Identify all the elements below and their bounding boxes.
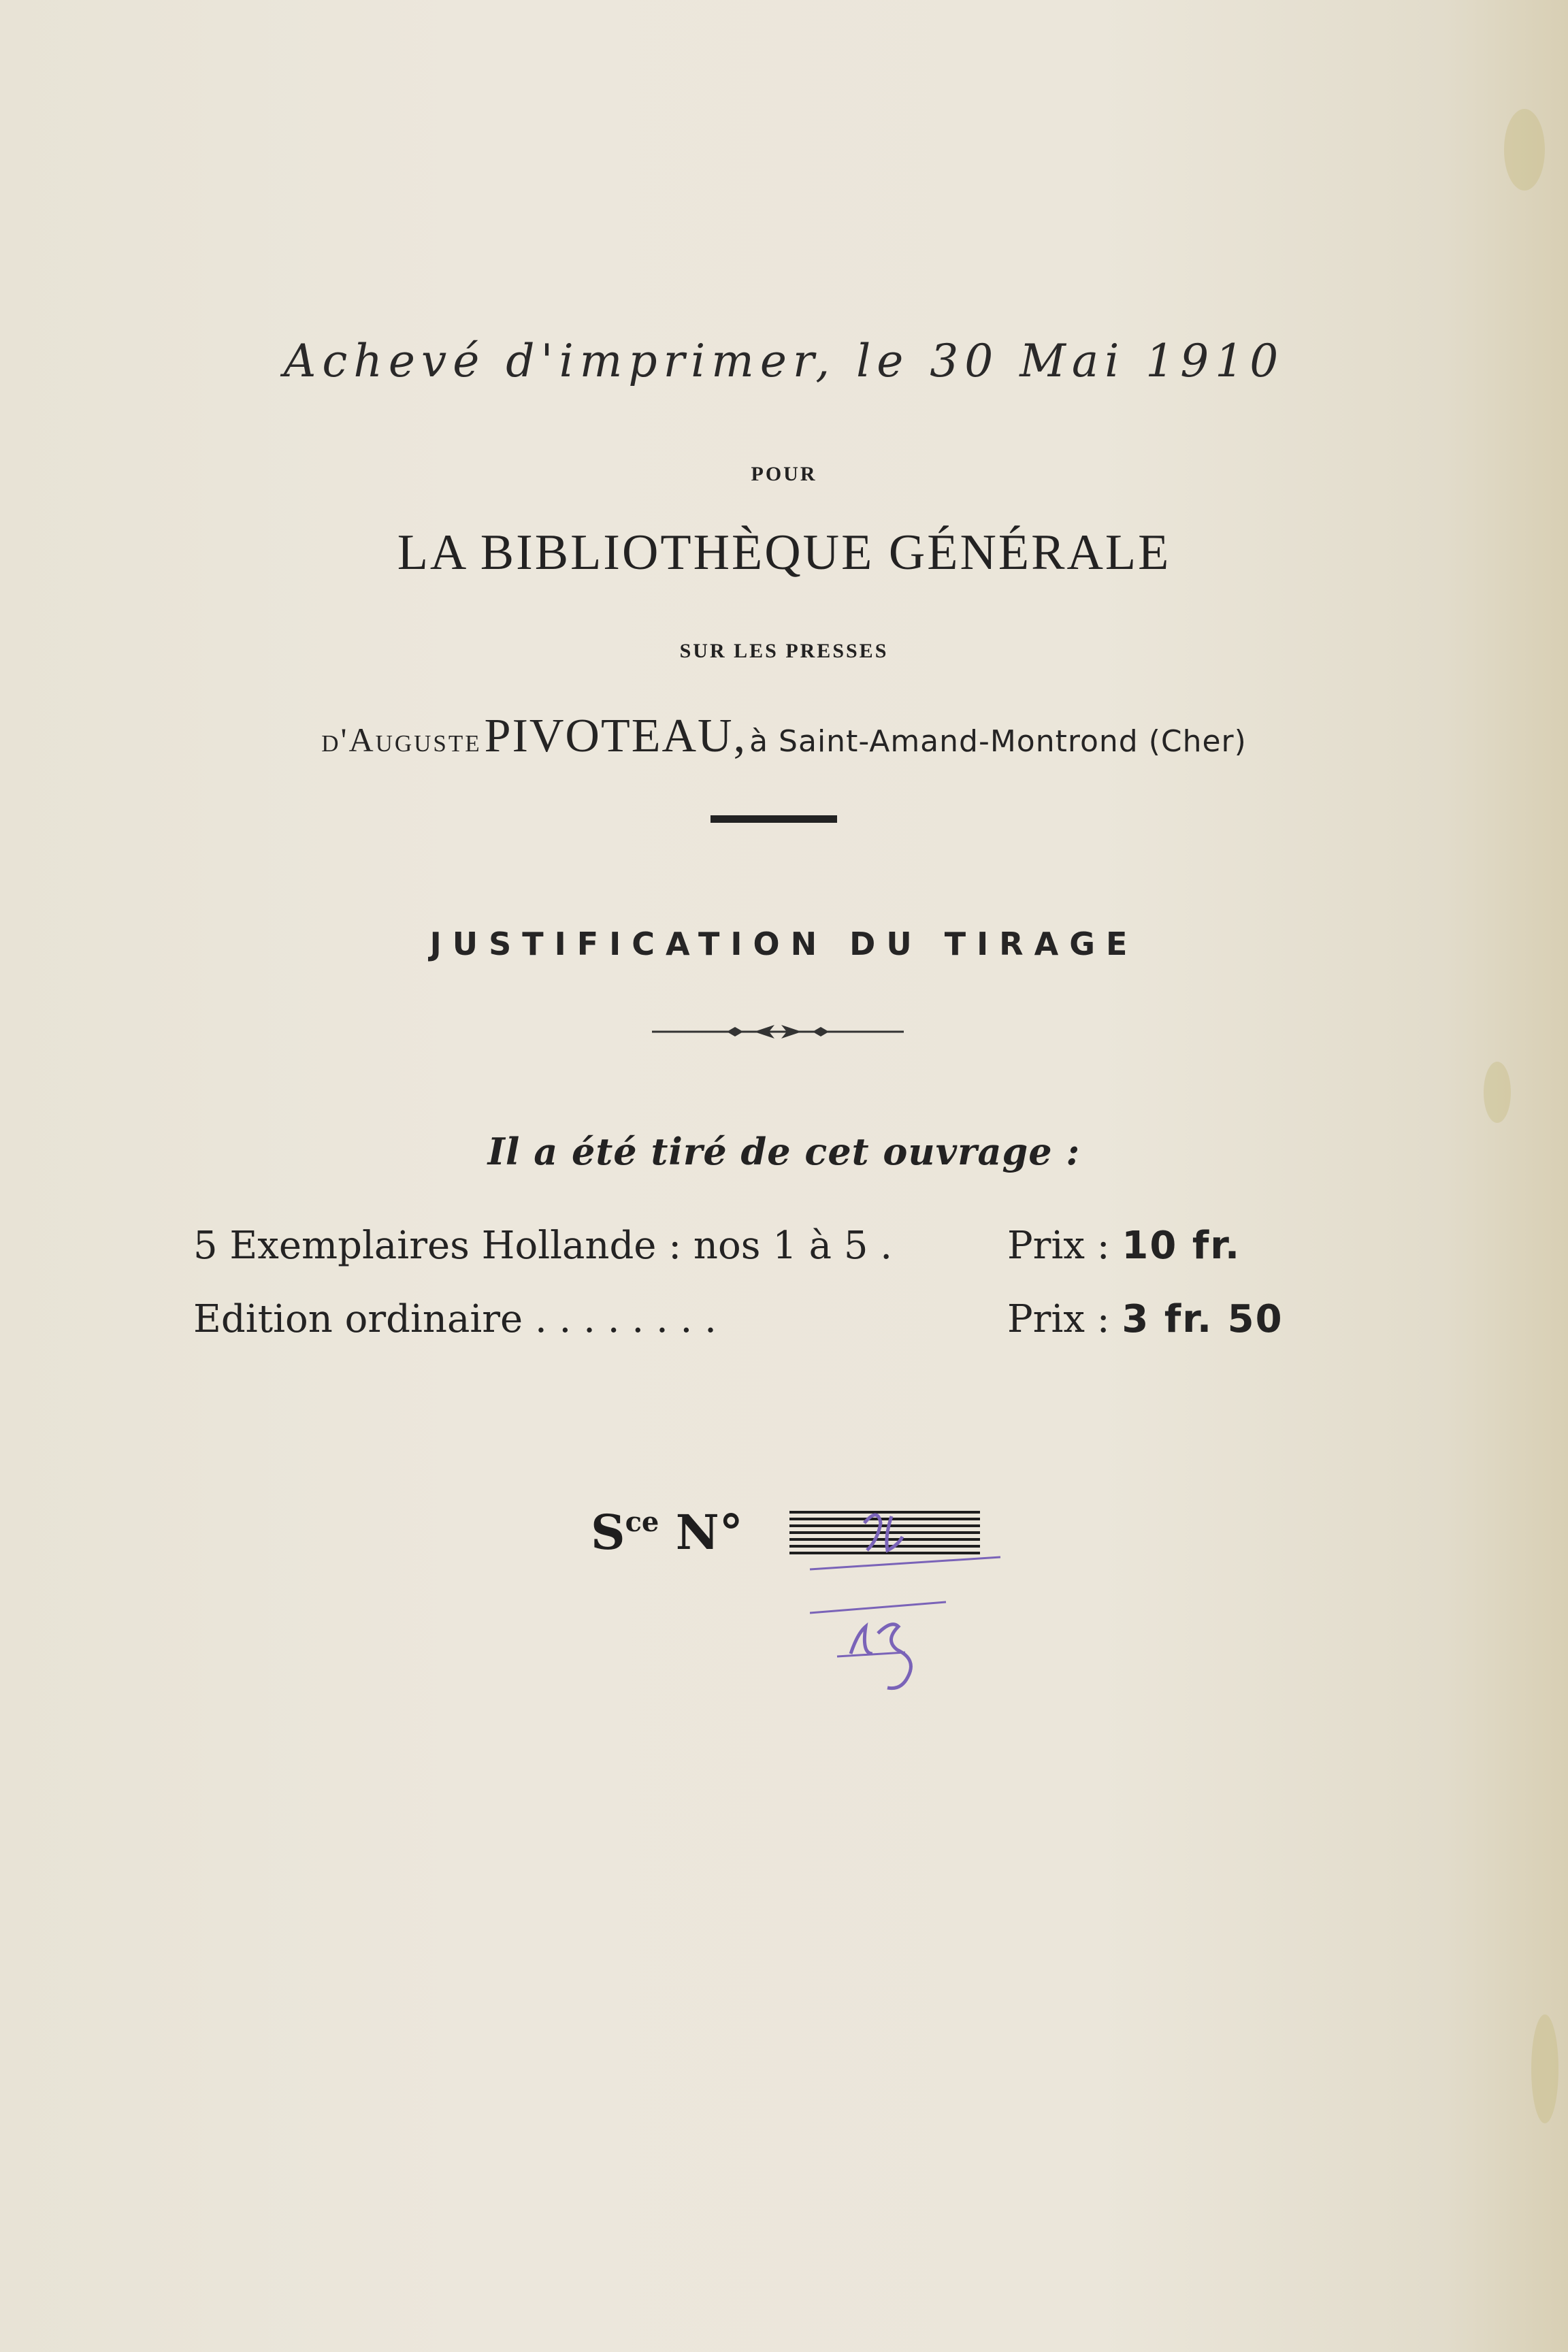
handwritten-mark xyxy=(810,1599,960,1729)
price-label: Prix : xyxy=(1007,1224,1110,1268)
edition-row xyxy=(193,1297,1364,1358)
edition-label: Edition ordinaire . . . . . . . . xyxy=(193,1297,717,1341)
edition-row xyxy=(193,1224,1364,1285)
number-sign: N° xyxy=(675,1504,743,1561)
tirage-intro: Il a été tiré de cet ouvrage : xyxy=(487,1130,1081,1173)
series-label-sup: ce xyxy=(625,1506,659,1538)
price-value: 3 fr. 50 xyxy=(1122,1297,1284,1341)
edition-price xyxy=(1007,1297,1284,1341)
ornament-divider xyxy=(652,1018,904,1045)
printer-line xyxy=(0,709,1568,764)
price-label: Prix : xyxy=(1007,1297,1110,1341)
publisher-name: LA BIBLIOTHÈQUE GÉNÉRALE xyxy=(397,525,1171,581)
pour-label: POUR xyxy=(751,463,817,485)
presses-label: SUR LES PRESSES xyxy=(679,640,889,662)
achieve-line: Achevé d'imprimer, le 30 Mai 1910 xyxy=(283,335,1285,387)
justification-title: JUSTIFICATION DU TIRAGE xyxy=(429,926,1139,962)
printer-name: PIVOTEAU, xyxy=(484,710,747,762)
divider-rule xyxy=(710,815,837,823)
edition-label: 5 Exemplaires Hollande : nos 1 à 5 . xyxy=(193,1224,893,1268)
edition-price xyxy=(1007,1224,1241,1268)
paper-stain xyxy=(1531,2014,1558,2123)
number-stamp xyxy=(783,1503,1007,1578)
paper-stain xyxy=(1484,1062,1511,1123)
paper-stain xyxy=(1504,109,1545,191)
printer-prefix: d'Auguste xyxy=(321,721,482,759)
series-number-label xyxy=(591,1504,743,1561)
printer-place: à Saint-Amand-Montrond (Cher) xyxy=(749,724,1247,759)
series-label: S xyxy=(591,1504,625,1561)
price-value: 10 fr. xyxy=(1122,1224,1241,1268)
